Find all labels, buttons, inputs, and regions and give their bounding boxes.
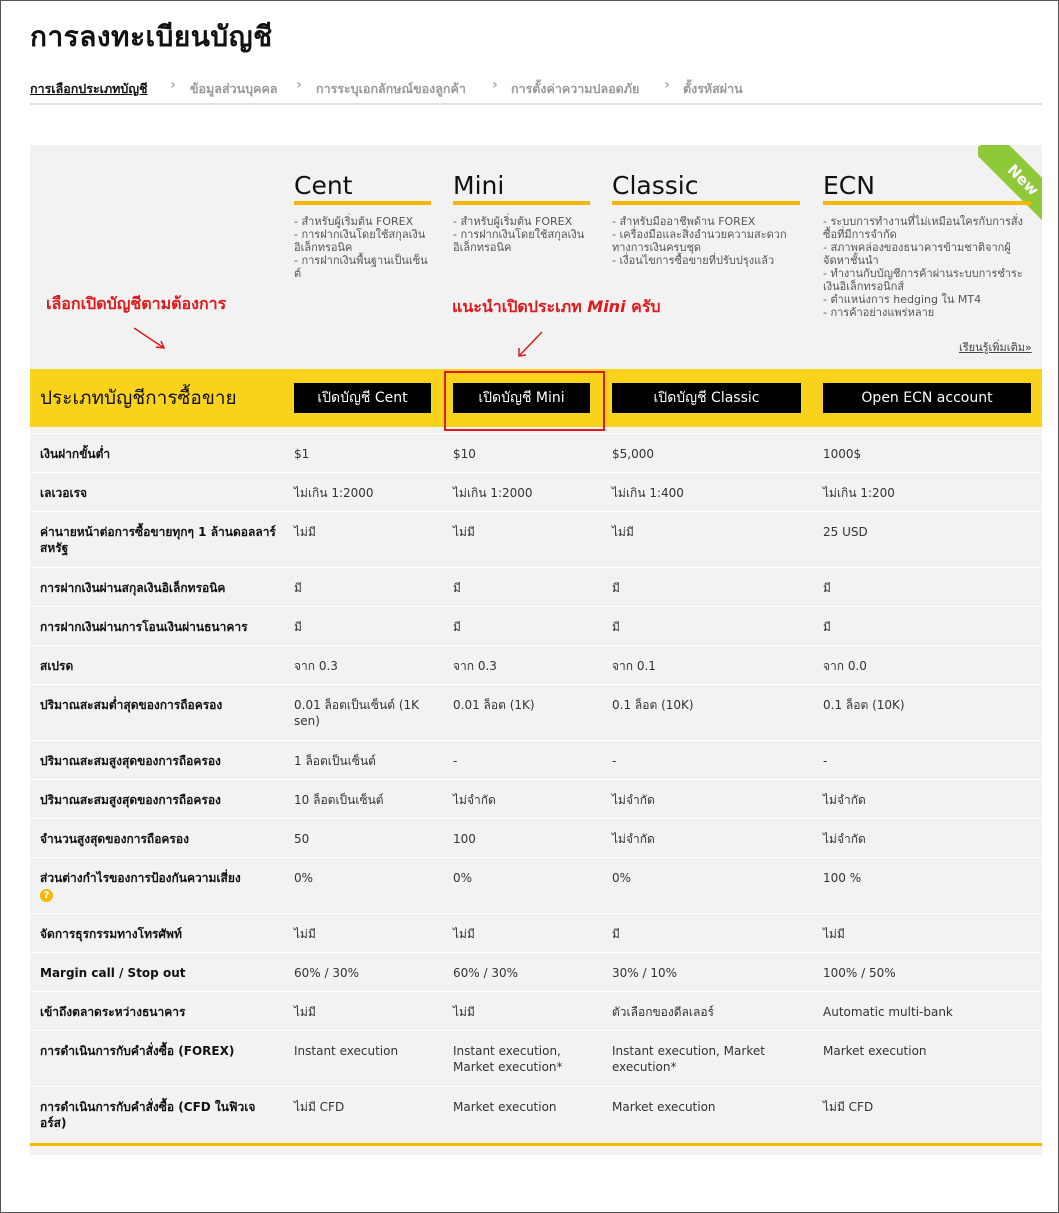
learn-more-link[interactable]: เรียนรู้เพิ่มเติม» bbox=[959, 341, 1032, 354]
table-cell: ไม่เกิน 1:200 bbox=[823, 486, 895, 500]
table-cell: 1000$ bbox=[823, 447, 862, 461]
account-description bbox=[612, 215, 800, 267]
table-row bbox=[30, 952, 1042, 991]
row-label bbox=[40, 831, 280, 847]
table-cell: 100 % bbox=[823, 871, 862, 885]
row-label bbox=[40, 870, 280, 902]
account-header-cent bbox=[294, 171, 431, 280]
table-cell: ไม่มี bbox=[294, 1005, 316, 1019]
account-header-ecn bbox=[823, 171, 1031, 319]
table-cell: 100% / 50% bbox=[823, 966, 896, 980]
row-label-text: การดำเนินการกับคำสั่งซื้อ (FOREX) bbox=[40, 1044, 235, 1058]
table-cell: มี bbox=[453, 620, 461, 634]
account-underline bbox=[453, 201, 590, 205]
chevron-right-icon: › bbox=[664, 77, 670, 93]
row-label-text: เข้าถึงตลาดระหว่างธนาคาร bbox=[40, 1005, 186, 1019]
table-cell: - bbox=[612, 754, 617, 768]
chevron-right-icon: › bbox=[296, 77, 302, 93]
table-cell: มี bbox=[453, 581, 461, 595]
table-cell: ไม่เกิน 1:2000 bbox=[453, 486, 533, 500]
table-cell: 0.1 ล็อต (10K) bbox=[823, 698, 905, 712]
annotation-text: แนะนำเปิดประเภท bbox=[452, 297, 582, 316]
account-name: Cent bbox=[294, 171, 353, 200]
desc-line: - สภาพคล่องของธนาคารข้ามชาติจากผู้จัดหาชั้นนำ bbox=[823, 241, 1011, 267]
row-label-text: ส่วนต่างกำไรของการป้องกันความเสี่ยง bbox=[40, 871, 241, 885]
row-label bbox=[40, 965, 280, 981]
open-mini-button[interactable]: เปิดบัญชี Mini bbox=[453, 383, 590, 413]
table-cell: ไม่เกิน 1:400 bbox=[612, 486, 684, 500]
new-badge-label: New bbox=[978, 145, 1042, 229]
table-row bbox=[30, 606, 1042, 645]
account-underline bbox=[612, 201, 800, 205]
table-row bbox=[30, 433, 1042, 472]
table-cell: 1 ล็อตเป็นเซ็นต์ bbox=[294, 754, 376, 768]
table-cell: ไม่จำกัด bbox=[823, 793, 866, 807]
desc-line: - การฝากเงินโดยใช้สกุลเงินอิเล็กทรอนิค bbox=[294, 228, 426, 254]
account-description bbox=[453, 215, 590, 254]
table-cell: ไม่มี bbox=[294, 525, 316, 539]
annotation-emphasis: Mini bbox=[587, 297, 626, 316]
desc-line: - สำหรับมืออาชีพด้าน FOREX bbox=[612, 215, 756, 228]
account-name: Mini bbox=[453, 171, 505, 200]
table-cell: - bbox=[823, 754, 828, 768]
desc-line: - การฝากเงินพื้นฐานเป็นเซ็นต์ bbox=[294, 254, 428, 280]
row-label-text: ปริมาณสะสมสูงสุดของการถือครอง bbox=[40, 793, 221, 807]
arrow-icon bbox=[130, 325, 170, 353]
row-label-text: สเปรด bbox=[40, 659, 74, 673]
row-label-text: การดำเนินการกับคำสั่งซื้อ (CFD ในฟิวเจอร์ส) bbox=[40, 1100, 256, 1130]
row-label bbox=[40, 792, 280, 808]
row-label bbox=[40, 1099, 280, 1131]
table-cell: 0.01 ล็อต (1K) bbox=[453, 698, 535, 712]
table-cell: จาก 0.3 bbox=[453, 659, 497, 673]
help-icon[interactable]: ? bbox=[40, 889, 53, 902]
table-cell: 0.01 ล็อตเป็นเซ็นต์ (1K sen) bbox=[294, 698, 420, 728]
open-classic-button[interactable]: เปิดบัญชี Classic bbox=[612, 383, 801, 413]
desc-line: - เครื่องมือและสิ่งอำนวยความสะดวกทางการเงินครบชุด bbox=[612, 228, 787, 254]
table-cell: ไม่จำกัด bbox=[612, 832, 655, 846]
row-label-text: เลเวอเรจ bbox=[40, 486, 88, 500]
band-title: ประเภทบัญชีการซื้อขาย bbox=[40, 387, 237, 409]
annotation-choose-account: เลือกเปิดบัญชีตามต้องการ bbox=[46, 294, 227, 313]
table-cell: มี bbox=[823, 620, 831, 634]
annotation-recommend-mini bbox=[452, 295, 661, 320]
table-cell: 25 USD bbox=[823, 525, 868, 539]
row-label-text: จัดการธุรกรรมทางโทรศัพท์ bbox=[40, 927, 182, 941]
table-row bbox=[30, 818, 1042, 857]
table-row bbox=[30, 645, 1042, 684]
row-label bbox=[40, 697, 280, 713]
table-cell: ไม่มี bbox=[823, 927, 845, 941]
table-cell: ไม่มี bbox=[453, 927, 475, 941]
account-name: ECN bbox=[823, 171, 875, 200]
account-header-mini bbox=[453, 171, 590, 254]
table-row bbox=[30, 472, 1042, 511]
table-cell: จาก 0.1 bbox=[612, 659, 656, 673]
desc-line: - การค้าอย่างแพร่หลาย bbox=[823, 306, 935, 319]
table-cell: 10 ล็อตเป็นเซ็นต์ bbox=[294, 793, 384, 807]
table-row bbox=[30, 991, 1042, 1030]
table-cell: Market execution bbox=[453, 1100, 557, 1114]
row-label-text: เงินฝากขั้นต่ำ bbox=[40, 447, 111, 461]
step-identification[interactable]: การระบุเอกลักษณ์ของลูกค้า bbox=[316, 81, 466, 96]
table-cell: มี bbox=[294, 581, 302, 595]
table-cell: 60% / 30% bbox=[453, 966, 519, 980]
account-underline bbox=[294, 201, 431, 205]
table-cell: - bbox=[453, 754, 458, 768]
table-cell: จาก 0.3 bbox=[294, 659, 338, 673]
open-cent-button[interactable]: เปิดบัญชี Cent bbox=[294, 383, 431, 413]
table-cell: Instant execution, Market execution* bbox=[453, 1044, 563, 1074]
table-cell: 0% bbox=[453, 871, 473, 885]
table-row bbox=[30, 779, 1042, 818]
table-cell: Market execution bbox=[823, 1044, 927, 1058]
table-cell: 60% / 30% bbox=[294, 966, 360, 980]
table-cell: 30% / 10% bbox=[612, 966, 678, 980]
row-label bbox=[40, 753, 280, 769]
step-password[interactable]: ตั้งรหัสผ่าน bbox=[683, 81, 743, 96]
row-label bbox=[40, 446, 280, 462]
table-cell: จาก 0.0 bbox=[823, 659, 867, 673]
table-cell: มี bbox=[294, 620, 302, 634]
table-cell: ไม่เกิน 1:2000 bbox=[294, 486, 374, 500]
row-label-text: ปริมาณสะสมสูงสุดของการถือครอง bbox=[40, 754, 221, 768]
account-underline bbox=[823, 201, 1031, 205]
account-description bbox=[823, 215, 1031, 319]
row-label-text: จำนวนสูงสุดของการถือครอง bbox=[40, 832, 189, 846]
row-label bbox=[40, 580, 280, 596]
row-label-text: ปริมาณสะสมต่ำสุดของการถือครอง bbox=[40, 698, 223, 712]
account-description bbox=[294, 215, 431, 280]
annotation-text: ครับ bbox=[631, 297, 661, 316]
row-label-text: Margin call / Stop out bbox=[40, 966, 186, 980]
table-cell: Market execution bbox=[612, 1100, 716, 1114]
desc-line: - ระบบการทำงานที่ไม่เหมือนใครกับการสั่งซื้อที่มีการจำกัด bbox=[823, 215, 1024, 241]
table-cell: มี bbox=[612, 927, 620, 941]
table-row bbox=[30, 684, 1042, 740]
table-cell: ไม่มี bbox=[612, 525, 634, 539]
table-row bbox=[30, 511, 1042, 567]
row-label bbox=[40, 1004, 280, 1020]
step-security[interactable]: การตั้งค่าความปลอดภัย bbox=[511, 81, 640, 96]
table-cell: ไม่มี bbox=[453, 1005, 475, 1019]
desc-line: - ตำแหน่งการ hedging ใน MT4 bbox=[823, 293, 982, 306]
table-cell: ไม่จำกัด bbox=[612, 793, 655, 807]
row-label-text: การฝากเงินผ่านสกุลเงินอิเล็กทรอนิค bbox=[40, 581, 226, 595]
account-comparison-panel bbox=[30, 145, 1042, 1155]
table-cell: Instant execution, Market execution* bbox=[612, 1044, 765, 1074]
desc-line: - ทำงานกับบัญชีการค้าผ่านระบบการชำระเงินอิเล็กทรอนิกส์ bbox=[823, 267, 1023, 293]
table-cell: ไม่มี CFD bbox=[823, 1100, 874, 1114]
table-cell: มี bbox=[612, 581, 620, 595]
desc-line: - สำหรับผู้เริ่มต้น FOREX bbox=[453, 215, 573, 228]
desc-line: - เงื่อนไขการซื้อขายที่ปรับปรุงแล้ว bbox=[612, 254, 775, 267]
table-cell: ไม่มี bbox=[453, 525, 475, 539]
arrow-icon bbox=[514, 329, 546, 359]
bottom-divider bbox=[30, 1143, 1042, 1146]
row-label bbox=[40, 1043, 280, 1059]
table-cell: ไม่จำกัด bbox=[823, 832, 866, 846]
row-label bbox=[40, 619, 280, 635]
table-cell: 50 bbox=[294, 832, 310, 846]
table-cell: 0% bbox=[294, 871, 314, 885]
row-label bbox=[40, 926, 280, 942]
account-header-classic bbox=[612, 171, 800, 267]
mini-highlight-box bbox=[444, 371, 605, 431]
chevron-right-icon: › bbox=[492, 77, 498, 93]
table-cell: มี bbox=[612, 620, 620, 634]
row-label bbox=[40, 485, 280, 501]
table-row bbox=[30, 1086, 1042, 1142]
table-cell: $5,000 bbox=[612, 447, 654, 461]
table-cell: ไม่จำกัด bbox=[453, 793, 496, 807]
row-label bbox=[40, 524, 280, 556]
table-row bbox=[30, 740, 1042, 779]
row-label bbox=[40, 658, 280, 674]
open-ecn-button[interactable]: Open ECN account bbox=[823, 383, 1031, 413]
table-cell: มี bbox=[823, 581, 831, 595]
step-account-type[interactable]: การเลือกประเภทบัญชี bbox=[30, 81, 148, 96]
table-row bbox=[30, 913, 1042, 952]
table-cell: ไม่มี CFD bbox=[294, 1100, 345, 1114]
table-cell: Automatic multi-bank bbox=[823, 1005, 953, 1019]
table-cell: 100 bbox=[453, 832, 476, 846]
table-row bbox=[30, 567, 1042, 606]
table-cell: ไม่มี bbox=[294, 927, 316, 941]
page-title: การลงทะเบียนบัญชี bbox=[30, 20, 273, 53]
row-label-text: การฝากเงินผ่านการโอนเงินผ่านธนาคาร bbox=[40, 620, 248, 634]
table-cell: 0.1 ล็อต (10K) bbox=[612, 698, 694, 712]
registration-steps bbox=[30, 77, 1042, 105]
step-personal-info[interactable]: ข้อมูลส่วนบุคคล bbox=[190, 81, 278, 96]
desc-line: - การฝากเงินโดยใช้สกุลเงินอิเล็กทรอนิค bbox=[453, 228, 585, 254]
table-cell: Instant execution bbox=[294, 1044, 399, 1058]
table-cell: $1 bbox=[294, 447, 310, 461]
chevron-right-icon: › bbox=[170, 77, 176, 93]
desc-line: - สำหรับผู้เริ่มต้น FOREX bbox=[294, 215, 414, 228]
table-row bbox=[30, 1030, 1042, 1086]
table-cell: ตัวเลือกของดีลเลอร์ bbox=[612, 1005, 714, 1019]
table-cell: 0% bbox=[612, 871, 632, 885]
table-row bbox=[30, 857, 1042, 913]
account-name: Classic bbox=[612, 171, 699, 200]
table-cell: $10 bbox=[453, 447, 476, 461]
row-label-text: ค่านายหน้าต่อการซื้อขายทุกๆ 1 ล้านดอลลาร์สหรัฐ bbox=[40, 525, 276, 555]
